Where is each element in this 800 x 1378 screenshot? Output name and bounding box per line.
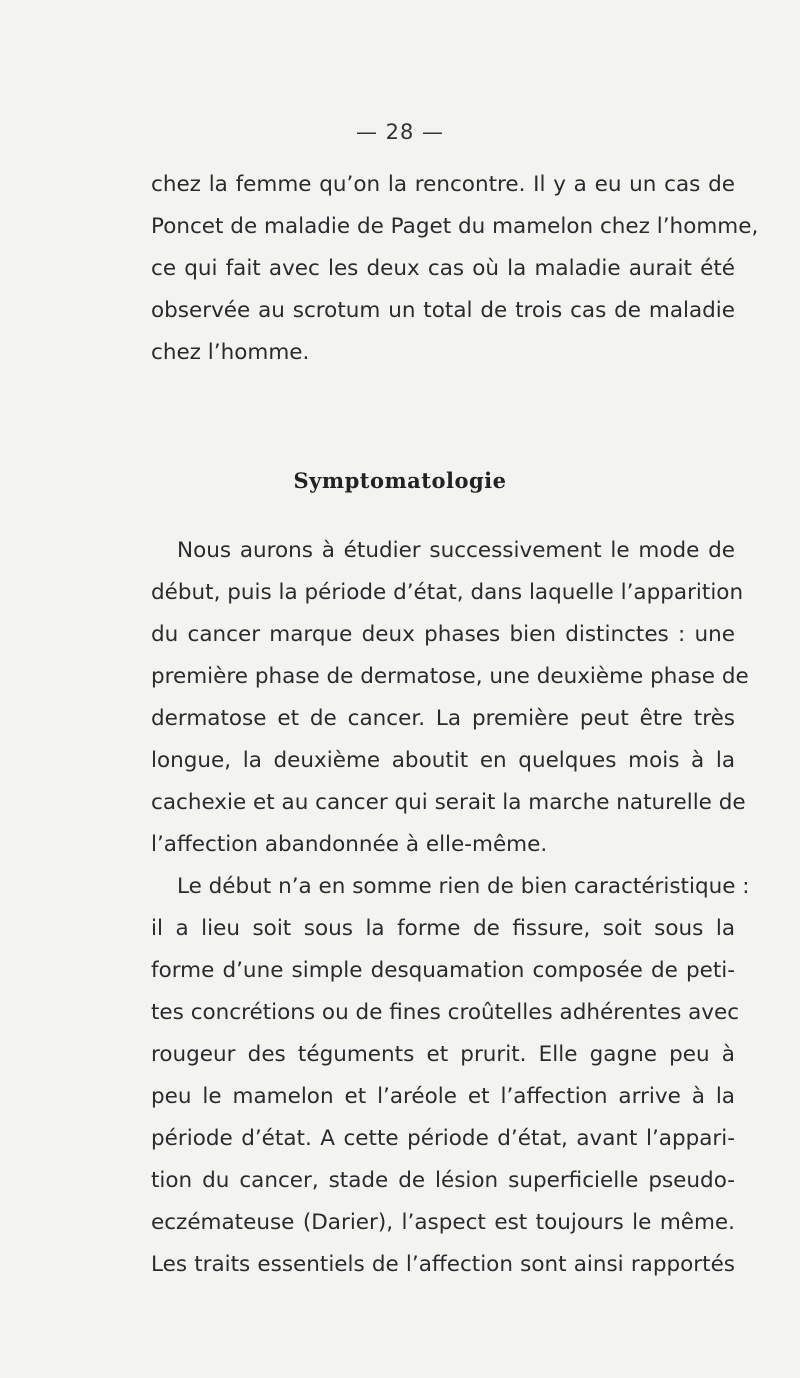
text-line: cachexie et au cancer qui serait la marche naturelle de xyxy=(151,790,746,815)
section-heading: Symptomatologie xyxy=(293,468,507,493)
text-line: peu le mamelon et l’aréole et l’affection arrive à la xyxy=(151,1084,735,1109)
text-line: eczémateuse (Darier), l’aspect est toujours le même. xyxy=(151,1210,735,1235)
text-line: début, puis la période d’état, dans laquelle l’apparition xyxy=(151,580,744,605)
text-line: il a lieu soit sous la forme de fissure, soit sous la xyxy=(151,916,735,941)
text-line: ce qui fait avec les deux cas où la maladie aurait été xyxy=(151,256,735,281)
text-line: forme d’une simple desquamation composée de peti- xyxy=(151,958,735,983)
text-line: Poncet de maladie de Paget du mamelon chez l’homme, xyxy=(151,214,759,239)
text-line: longue, la deuxième aboutit en quelques mois à la xyxy=(151,748,735,773)
text-line: Nous aurons à étudier successivement le mode de xyxy=(177,538,735,563)
text-line: chez l’homme. xyxy=(151,340,310,365)
text-line: observée au scrotum un total de trois cas de maladie xyxy=(151,298,735,323)
text-line: chez la femme qu’on la rencontre. Il y a eu un cas de xyxy=(151,172,735,197)
text-line: première phase de dermatose, une deuxième phase de xyxy=(151,664,749,689)
text-line: période d’état. A cette période d’état, avant l’appari- xyxy=(151,1126,735,1151)
text-line: tes concrétions ou de fines croûtelles adhérentes avec xyxy=(151,1000,740,1025)
paragraph-1 xyxy=(151,164,759,374)
text-line: du cancer marque deux phases bien distinctes : une xyxy=(151,622,735,647)
text-line: l’affection abandonnée à elle-même. xyxy=(151,832,548,857)
paragraph-2 xyxy=(151,530,750,1286)
page-number: — 28 — xyxy=(355,120,445,144)
text-line: tion du cancer, stade de lésion superficielle pseudo- xyxy=(151,1168,735,1193)
text-line: rougeur des téguments et prurit. Elle gagne peu à xyxy=(151,1042,735,1067)
text-line: dermatose et de cancer. La première peut être très xyxy=(151,706,735,731)
text-line: Le début n’a en somme rien de bien caractéristique : xyxy=(177,874,750,899)
text-line: Les traits essentiels de l’affection sont ainsi rapportés xyxy=(151,1252,735,1277)
